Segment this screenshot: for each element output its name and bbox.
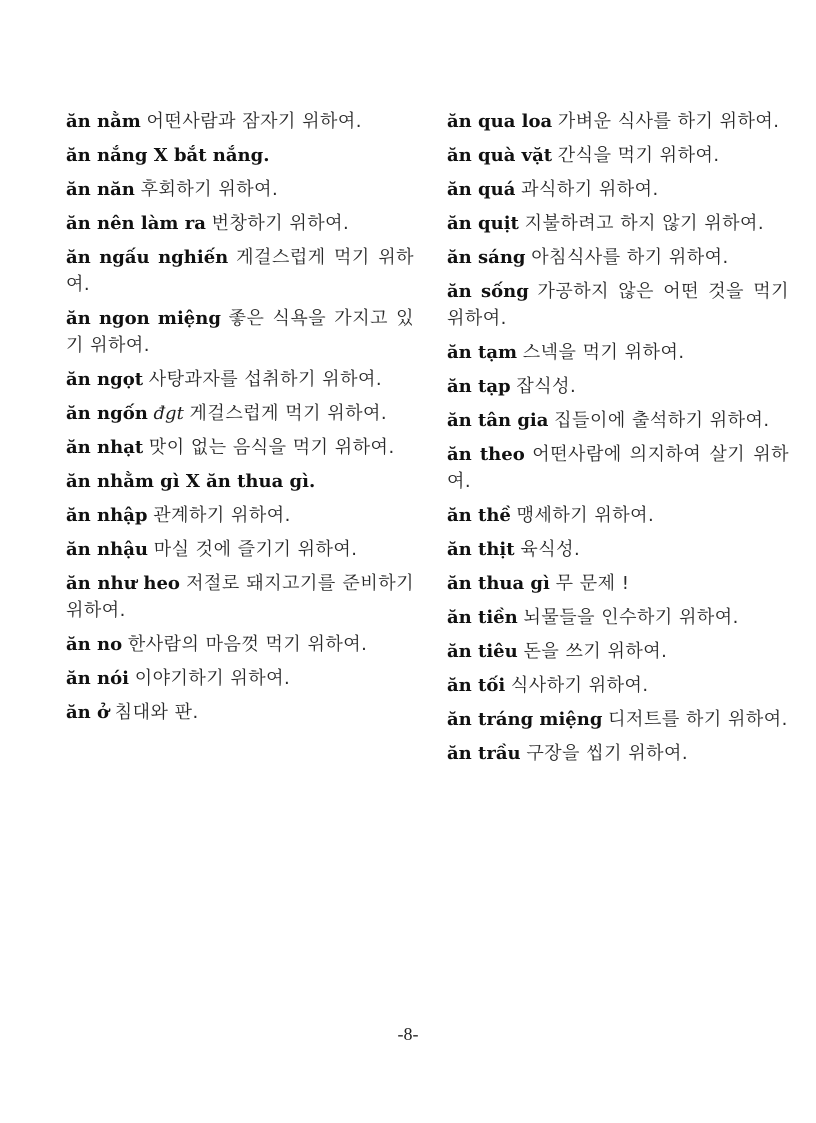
entry-definition: 아침식사를 하기 위하여. — [531, 247, 729, 268]
dictionary-entry — [66, 468, 414, 495]
entry-definition: 돈을 쓰기 위하여. — [523, 641, 668, 662]
dictionary-entry — [66, 366, 414, 393]
entry-headword: ăn tân gia — [447, 410, 549, 431]
entry-definition: 식사하기 위하여. — [510, 675, 649, 696]
dictionary-entry — [447, 441, 789, 495]
entry-definition: 디저트를 하기 위하여. — [608, 709, 788, 730]
dictionary-entry — [447, 339, 789, 366]
entry-headword: ăn nhập — [66, 505, 148, 526]
dictionary-entry — [66, 536, 414, 563]
entry-headword: ăn qua loa — [447, 111, 553, 132]
entry-headword: ăn nắng X bắt nắng. — [66, 145, 270, 166]
entry-headword: ăn thề — [447, 505, 511, 526]
entry-definition: 가공하지 않은 어떤 것을 먹기 위하여. — [447, 281, 789, 329]
dictionary-entry — [447, 638, 789, 665]
dictionary-entry — [66, 502, 414, 529]
entry-definition: 사탕과자를 섭취하기 위하여. — [148, 369, 383, 390]
entry-headword: ăn ngốn — [66, 403, 148, 424]
dictionary-entry — [447, 176, 789, 203]
entry-definition: 게걸스럽게 먹기 위하여. — [66, 247, 415, 295]
entry-definition: 저절로 돼지고기를 준비하기 위하여. — [66, 573, 414, 621]
dictionary-entry — [447, 108, 789, 135]
entry-headword: ăn ngấu nghiến — [66, 247, 229, 268]
entry-definition: 지불하려고 하지 않기 위하여. — [524, 213, 765, 234]
entry-headword: ăn quá — [447, 179, 516, 200]
dictionary-entry — [447, 210, 789, 237]
entry-headword: ăn tráng miệng — [447, 709, 603, 730]
entry-headword: ăn theo — [447, 444, 525, 465]
entry-definition: 한사람의 마음껏 먹기 위하여. — [127, 634, 368, 655]
dictionary-entry — [447, 604, 789, 631]
dictionary-entry — [447, 407, 789, 434]
dictionary-entry — [66, 570, 414, 624]
entry-definition: 무 문제 ! — [555, 573, 630, 594]
entry-headword: ăn nhằm gì X ăn thua gì. — [66, 471, 316, 492]
entry-headword: ăn thịt — [447, 539, 515, 560]
entry-definition: 집들이에 출석하기 위하여. — [554, 410, 770, 431]
entry-headword: ăn quà vặt — [447, 145, 553, 166]
dictionary-entry — [66, 699, 414, 726]
entry-part-of-speech: đgt — [153, 403, 184, 424]
entry-headword: ăn tiền — [447, 607, 518, 628]
entry-headword: ăn nên làm ra — [66, 213, 206, 234]
left-column — [66, 108, 414, 733]
dictionary-entry — [447, 502, 789, 529]
entry-headword: ăn no — [66, 634, 123, 655]
entry-headword: ăn ngọt — [66, 369, 144, 390]
entry-headword: ăn ngon miệng — [66, 308, 221, 329]
entry-definition: 맛이 없는 음식을 먹기 위하여. — [148, 437, 395, 458]
entry-definition: 침대와 판. — [114, 702, 199, 723]
dictionary-entry — [66, 400, 414, 427]
entry-headword: ăn thua gì — [447, 573, 550, 594]
entry-definition: 후회하기 위하여. — [140, 179, 279, 200]
dictionary-entry — [66, 434, 414, 461]
entry-headword: ăn nhạt — [66, 437, 144, 458]
entry-definition: 어떤사람에 의지하여 살기 위하여. — [447, 444, 789, 492]
dictionary-entry — [66, 631, 414, 658]
entry-definition: 뇌물들을 인수하기 위하여. — [523, 607, 739, 628]
entry-headword: ăn tạm — [447, 342, 518, 363]
entry-headword: ăn nói — [66, 668, 129, 689]
dictionary-entry — [66, 108, 414, 135]
dictionary-entry — [447, 740, 789, 767]
dictionary-entry — [447, 672, 789, 699]
entry-headword: ăn như heo — [66, 573, 180, 594]
entry-definition: 스넥을 먹기 위하여. — [522, 342, 685, 363]
dictionary-entry — [66, 176, 414, 203]
entry-headword: ăn tối — [447, 675, 506, 696]
entry-headword: ăn quịt — [447, 213, 519, 234]
dictionary-entry — [66, 665, 414, 692]
dictionary-entry — [66, 142, 414, 169]
entry-definition: 좋은 식욕을 가지고 있기 위하여. — [66, 308, 415, 356]
dictionary-entry — [66, 244, 414, 298]
dictionary-entry — [447, 244, 789, 271]
entry-definition: 가벼운 식사를 하기 위하여. — [557, 111, 780, 132]
page-number: -8- — [397, 1024, 419, 1044]
dictionary-entry — [447, 142, 789, 169]
entry-definition: 관계하기 위하여. — [153, 505, 291, 526]
entry-headword: ăn trầu — [447, 743, 521, 764]
dictionary-entry — [447, 536, 789, 563]
entry-headword: ăn năn — [66, 179, 135, 200]
entry-headword: ăn nhậu — [66, 539, 148, 560]
entry-definition: 맹세하기 위하여. — [516, 505, 655, 526]
entry-definition: 구장을 씹기 위하여. — [526, 743, 689, 764]
entry-definition: 이야기하기 위하여. — [134, 668, 291, 689]
entry-definition: 과식하기 위하여. — [521, 179, 659, 200]
entry-definition: 번창하기 위하여. — [211, 213, 350, 234]
dictionary-entry — [447, 570, 789, 597]
entry-headword: ăn ở — [66, 702, 110, 723]
dictionary-entry — [447, 278, 789, 332]
entry-definition: 마실 것에 즐기기 위하여. — [153, 539, 358, 560]
entry-definition: 간식을 먹기 위하여. — [557, 145, 720, 166]
entry-definition: 육식성. — [520, 539, 581, 560]
entry-headword: ăn sống — [447, 281, 529, 302]
dictionary-entry — [447, 706, 789, 733]
entry-headword: ăn tiêu — [447, 641, 518, 662]
entry-definition: 잡식성. — [516, 376, 577, 397]
entry-headword: ăn tạp — [447, 376, 511, 397]
dictionary-entry — [66, 210, 414, 237]
dictionary-entry — [66, 305, 414, 359]
entry-headword: ăn sáng — [447, 247, 526, 268]
dictionary-entry — [447, 373, 789, 400]
right-column — [447, 108, 789, 774]
entry-definition: 게걸스럽게 먹기 위하여. — [189, 403, 388, 424]
entry-headword: ăn nằm — [66, 111, 141, 132]
entry-definition: 어떤사람과 잠자기 위하여. — [146, 111, 362, 132]
